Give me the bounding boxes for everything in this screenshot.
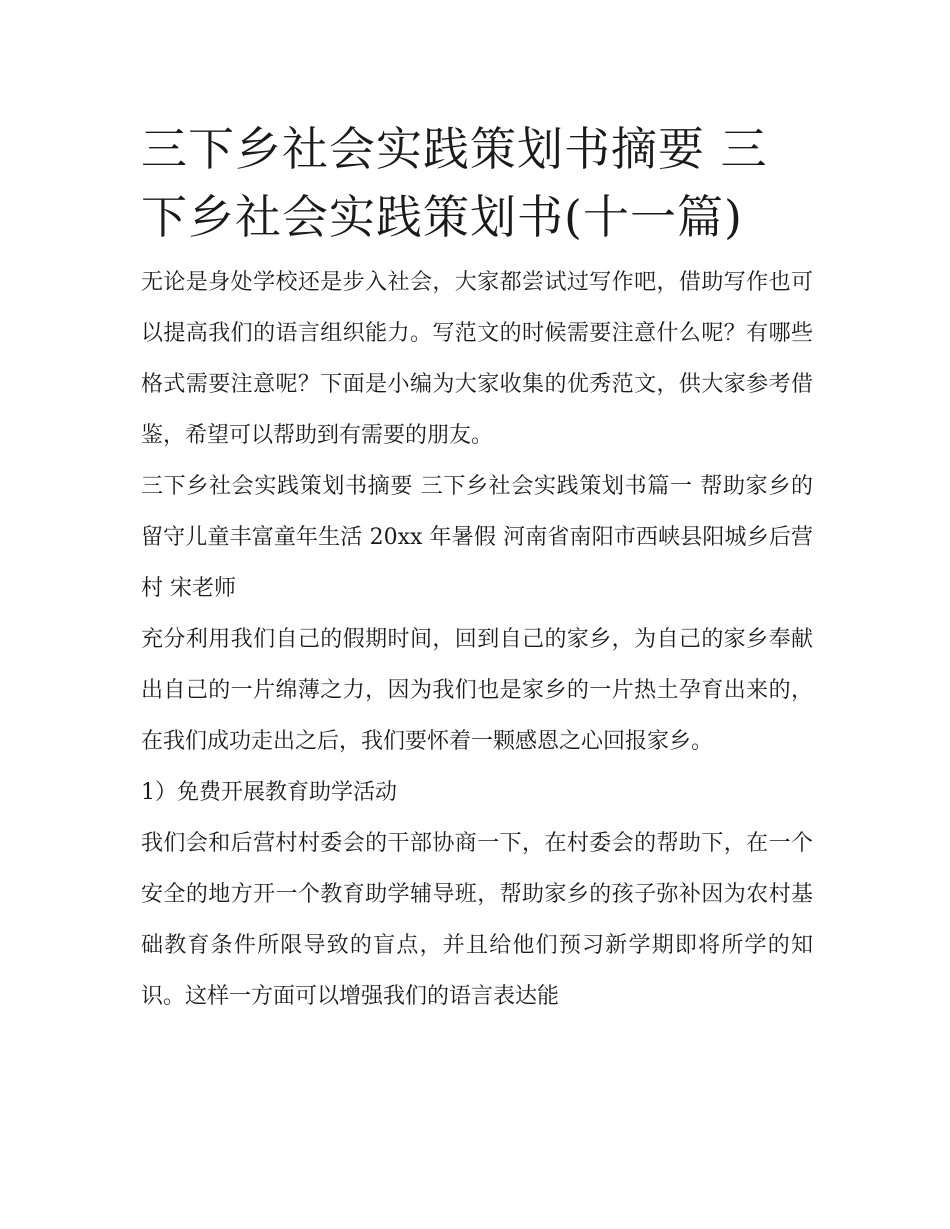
document-title: 三下乡社会实践策划书摘要 三下乡社会实践策划书(十一篇) — [141, 122, 768, 244]
purpose-paragraph: 充分利用我们自己的假期时间，回到自己的家乡，为自己的家乡奉献出自己的一片绵薄之力，因为我们也是家乡的一片热土孕育出来的，在我们成功走出之后，我们要怀着一颗感恩之心回报家乡。 — [141, 627, 813, 754]
section-heading-paragraph: 三下乡社会实践策划书摘要 三下乡社会实践策划书篇一 帮助家乡的留守儿童丰富童年生活 20xx 年暑假 河南省南阳市西峡县阳城乡后营村 宋老师 — [141, 474, 813, 601]
intro-paragraph: 无论是身处学校还是步入社会，大家都尝试过写作吧，借助写作也可以提高我们的语言组织能力。写范文的时候需要注意什么呢？有哪些格式需要注意呢？下面是小编为大家收集的优秀范文，供大家参考借鉴，希望可以帮助到有需要的朋友。 — [141, 270, 813, 448]
list-item-heading: 1）免费开展教育助学活动 — [141, 780, 397, 805]
activity-paragraph: 我们会和后营村村委会的干部协商一下，在村委会的帮助下，在一个安全的地方开一个教育助学辅导班，帮助家乡的孩子弥补因为农村基础教育条件所限导致的盲点，并且给他们预习新学期即将所学的知识。这样一方面可以增强我们的语言表达能 — [141, 831, 813, 1009]
document-body — [141, 115, 813, 1022]
